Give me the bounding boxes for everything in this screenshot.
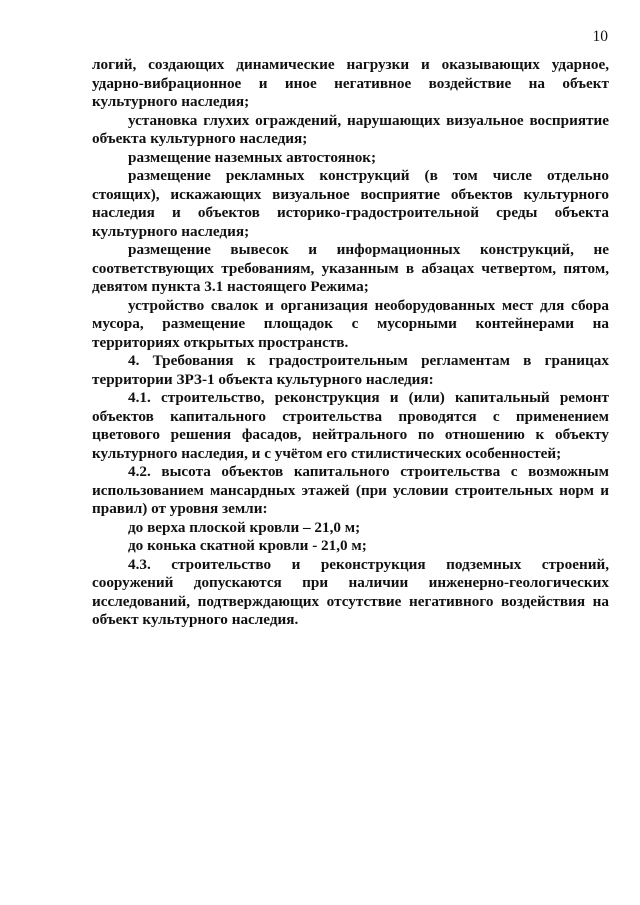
paragraph: 4.1. строительство, реконструкция и (или) капитальный ремонт объектов капитального строительства проводятся с применением цветового решения фасадов, нейтрального по отношению к объекту культурного наследия, и с учётом его стилистических особенностей;: [92, 389, 609, 462]
paragraph: размещение наземных автостоянок;: [128, 148, 377, 166]
paragraph: устройство свалок и организация необорудованных мест для сбора мусора, размещение площадок с мусорными контейнерами на территориях открытых пространств.: [92, 296, 609, 351]
paragraph: 4.3. строительство и реконструкция подземных строений, сооружений допускаются при наличии инженерно-геологических исследований, подтверждающих отсутствие негативного воздействия на объект культурного наследия.: [92, 555, 609, 628]
paragraph: до конька скатной кровли - 21,0 м;: [128, 537, 367, 554]
page-number: 10: [592, 28, 608, 45]
paragraph: логий, создающих динамические нагрузки и оказывающих ударное, ударно-вибрационное и иное негативное воздействие на объект культурного наследия;: [92, 56, 609, 110]
paragraph: установка глухих ограждений, нарушающих визуальное восприятие объекта культурного наследия;: [92, 111, 609, 147]
section-heading-paragraph: 4. Требования к градостроительным регламентам в границах территории ЗРЗ-1 объекта культурного наследия:: [92, 352, 609, 388]
paragraph: размещение рекламных конструкций (в том числе отдельно стоящих), искажающих визуальное восприятие объектов культурного наследия и объектов историко-градостроительной среды объекта культурного наследия;: [92, 167, 609, 240]
paragraph: размещение вывесок и информационных конструкций, не соответствующих требованиям, указанным в абзацах четвертом, пятом, девятом пункта 3.1 настоящего Режима;: [92, 241, 609, 295]
document-body: [92, 56, 609, 630]
paragraph: до верха плоской кровли – 21,0 м;: [128, 518, 361, 536]
paragraph: 4.2. высота объектов капитального строительства с возможным использованием мансардных этажей (при условии строительных норм и правил) от уровня земли:: [92, 463, 609, 517]
